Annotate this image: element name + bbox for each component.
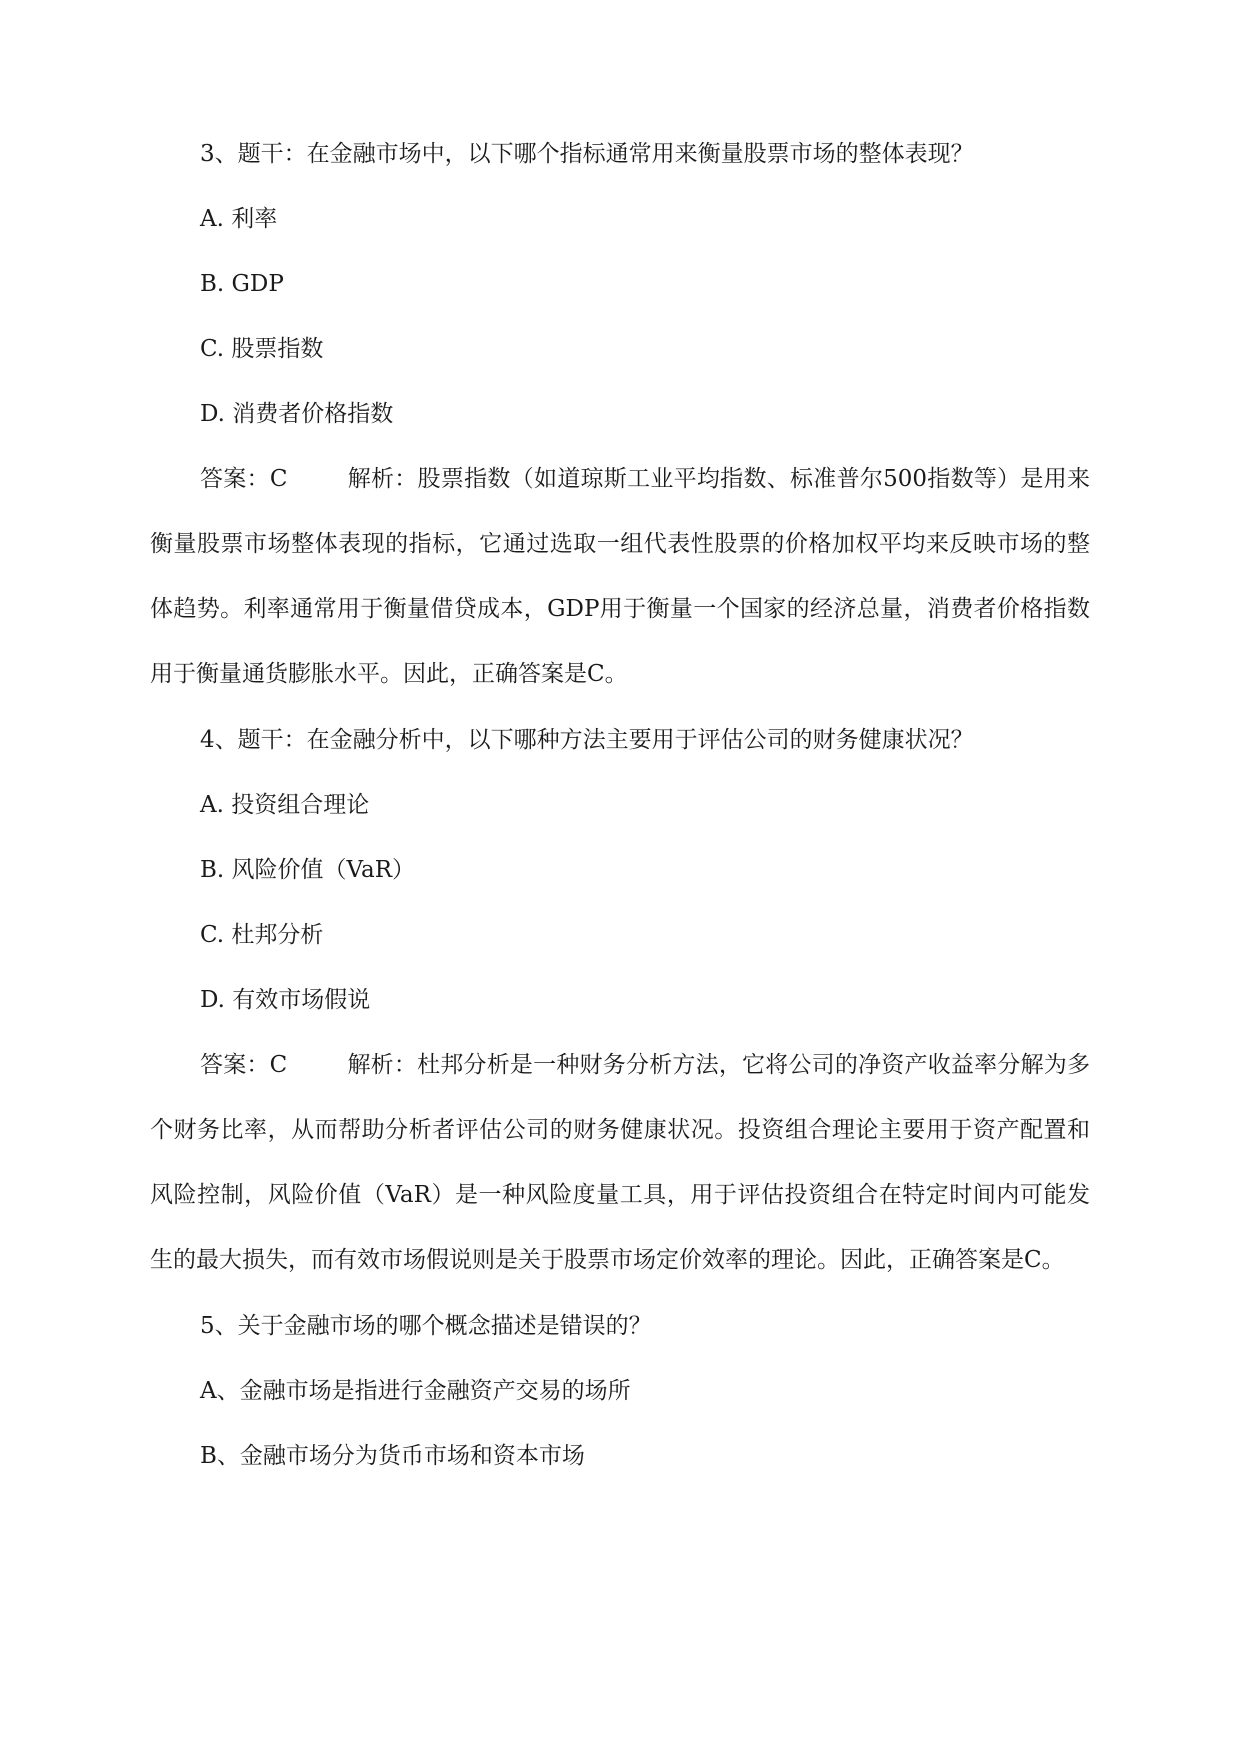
- question-4-explanation: 解析：杜邦分析是一种财务分析方法，它将公司的净资产收益率分解为多个财务比率，从而帮助分析者评估公司的财务健康状况。投资组合理论主要用于资产配置和风险控制，风险价值（VaR）是一种风险度量工具，用于评估投资组合在特定时间内可能发生的最大损失，而有效市场假说则是关于股票市场定价效率的理论。因此，正确答案是C。: [150, 1052, 1090, 1273]
- question-4-option-a: A. 投资组合理论: [200, 792, 370, 818]
- question-3-answer: 答案：C: [200, 466, 288, 492]
- question-3-option-d: D. 消费者价格指数: [200, 401, 394, 427]
- question-4-option-c: C. 杜邦分析: [200, 922, 324, 948]
- question-4-stem: 4、题干：在金融分析中，以下哪种方法主要用于评估公司的财务健康状况？: [200, 727, 974, 753]
- question-4-answer: 答案：C: [200, 1052, 288, 1078]
- question-4-option-d: D. 有效市场假说: [200, 987, 371, 1013]
- question-3-option-a: A. 利率: [200, 206, 278, 232]
- question-4-option-b: B. 风险价值（VaR）: [200, 857, 416, 883]
- question-5-option-b: B、金融市场分为货币市场和资本市场: [200, 1443, 585, 1469]
- question-3-option-c: C. 股票指数: [200, 336, 324, 362]
- question-3-option-b: B. GDP: [200, 271, 284, 297]
- question-3-stem: 3、题干：在金融市场中，以下哪个指标通常用来衡量股票市场的整体表现？: [200, 141, 974, 167]
- question-4-answer-block: [150, 1033, 1090, 1293]
- question-3-explanation: 解析：股票指数（如道琼斯工业平均指数、标准普尔500指数等）是用来衡量股票市场整体表现的指标，它通过选取一组代表性股票的价格加权平均来反映市场的整体趋势。利率通常用于衡量借贷成本，GDP用于衡量一个国家的经济总量，消费者价格指数用于衡量通货膨胀水平。因此，正确答案是C。: [150, 466, 1090, 687]
- question-5-stem: 5、关于金融市场的哪个概念描述是错误的？: [200, 1313, 652, 1339]
- document-page: [150, 138, 1090, 1505]
- question-5-option-a: A、金融市场是指进行金融资产交易的场所: [200, 1378, 631, 1404]
- question-3-answer-block: [150, 447, 1090, 707]
